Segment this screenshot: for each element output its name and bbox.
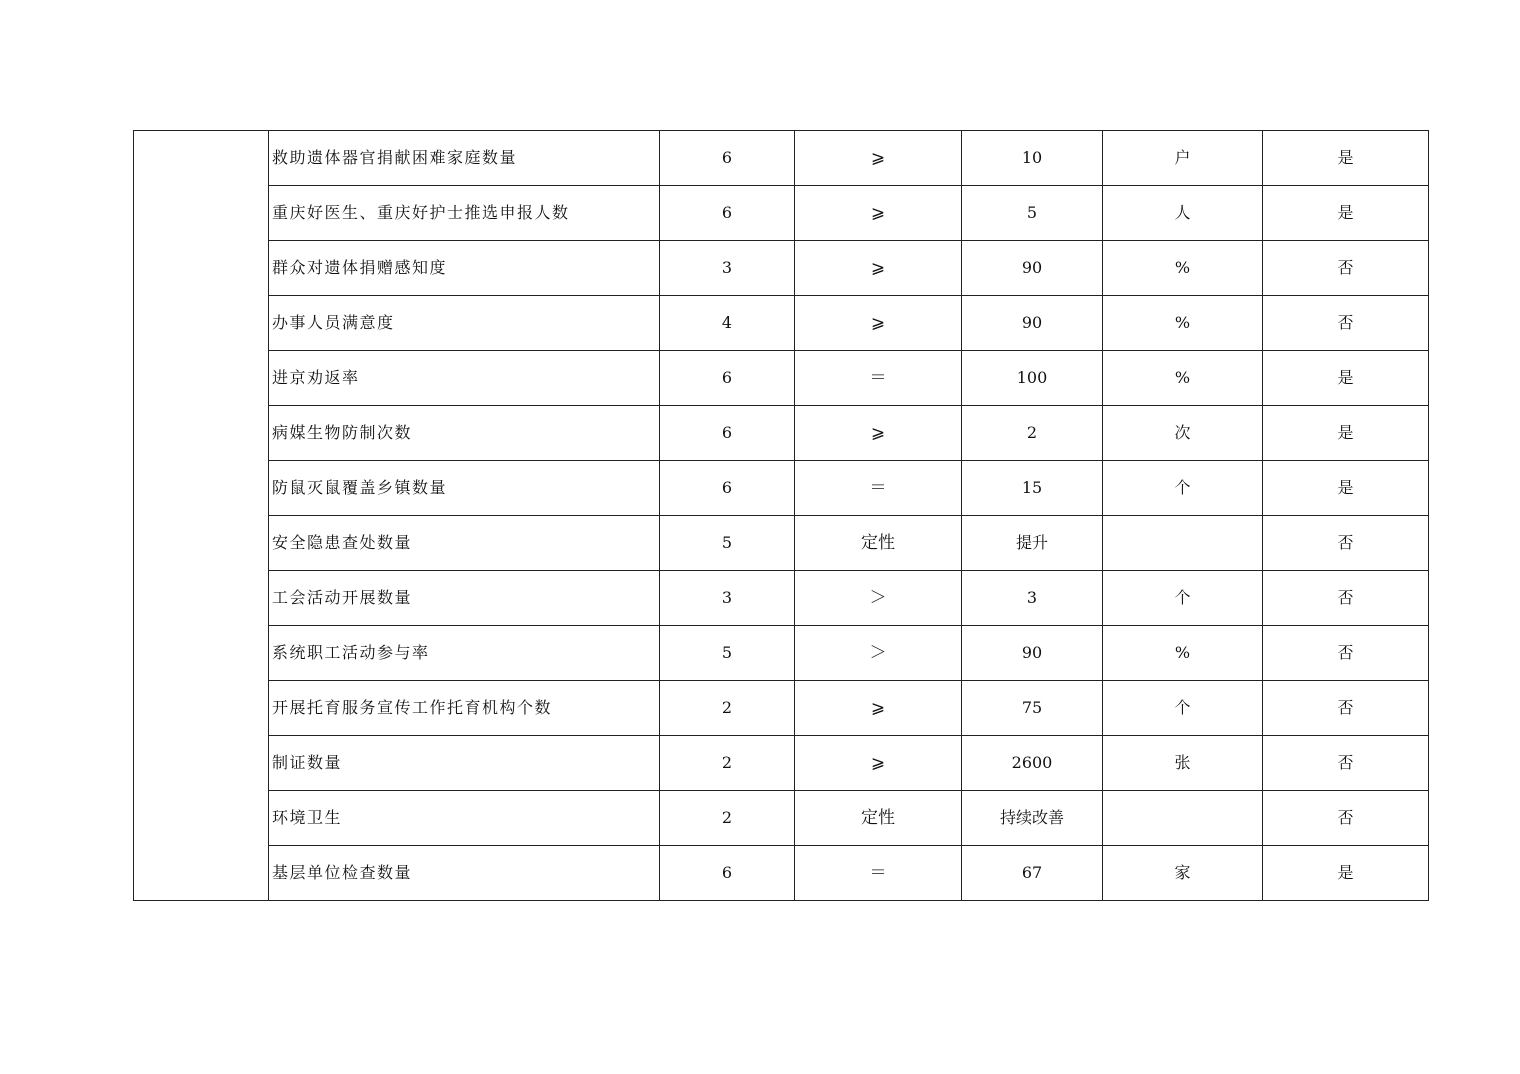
operator-cell: ⩾: [795, 406, 962, 461]
operator-cell: ⩾: [795, 131, 962, 186]
core-indicator-cell: 否: [1263, 296, 1429, 351]
core-indicator-cell: 否: [1263, 736, 1429, 791]
target-value-cell: 3: [962, 571, 1103, 626]
table-row: [134, 681, 1429, 736]
core-indicator-cell: 是: [1263, 461, 1429, 516]
operator-cell: 定性: [795, 791, 962, 846]
target-value-cell: 90: [962, 241, 1103, 296]
weight-cell: 6: [660, 351, 795, 406]
weight-cell: 5: [660, 626, 795, 681]
target-value-cell: 100: [962, 351, 1103, 406]
table-row: [134, 131, 1429, 186]
weight-cell: 6: [660, 186, 795, 241]
table-row: [134, 516, 1429, 571]
operator-cell: ＝: [795, 846, 962, 901]
target-value-cell: 75: [962, 681, 1103, 736]
table-row: [134, 406, 1429, 461]
weight-cell: 6: [660, 846, 795, 901]
target-value-cell: 90: [962, 296, 1103, 351]
operator-cell: ＞: [795, 626, 962, 681]
unit-cell: 张: [1103, 736, 1263, 791]
weight-cell: 6: [660, 406, 795, 461]
core-indicator-cell: 是: [1263, 351, 1429, 406]
table-row: [134, 846, 1429, 901]
operator-cell: ＝: [795, 351, 962, 406]
unit-cell: 人: [1103, 186, 1263, 241]
indicator-name-cell: 系统职工活动参与率: [269, 626, 660, 681]
unit-cell: 个: [1103, 681, 1263, 736]
operator-cell: ⩾: [795, 681, 962, 736]
unit-cell: [1103, 516, 1263, 571]
table-row: [134, 626, 1429, 681]
operator-cell: ＝: [795, 461, 962, 516]
indicator-name-cell: 救助遗体器官捐献困难家庭数量: [269, 131, 660, 186]
weight-cell: 2: [660, 681, 795, 736]
indicator-name-cell: 病媒生物防制次数: [269, 406, 660, 461]
table-row: [134, 571, 1429, 626]
unit-cell: 个: [1103, 461, 1263, 516]
core-indicator-cell: 是: [1263, 186, 1429, 241]
table-row: [134, 351, 1429, 406]
table-row: [134, 296, 1429, 351]
target-value-cell: 15: [962, 461, 1103, 516]
operator-cell: ＞: [795, 571, 962, 626]
operator-cell: ⩾: [795, 186, 962, 241]
table-row: [134, 186, 1429, 241]
target-value-cell: 5: [962, 186, 1103, 241]
weight-cell: 4: [660, 296, 795, 351]
core-indicator-cell: 否: [1263, 571, 1429, 626]
operator-cell: 定性: [795, 516, 962, 571]
indicator-name-cell: 群众对遗体捐赠感知度: [269, 241, 660, 296]
indicator-name-cell: 安全隐患查处数量: [269, 516, 660, 571]
unit-cell: 家: [1103, 846, 1263, 901]
operator-cell: ⩾: [795, 241, 962, 296]
indicator-name-cell: 制证数量: [269, 736, 660, 791]
table-row: [134, 791, 1429, 846]
target-value-cell: 持续改善: [962, 791, 1103, 846]
indicator-name-cell: 进京劝返率: [269, 351, 660, 406]
weight-cell: 2: [660, 791, 795, 846]
unit-cell: [1103, 791, 1263, 846]
target-value-cell: 90: [962, 626, 1103, 681]
table-row: [134, 736, 1429, 791]
unit-cell: 次: [1103, 406, 1263, 461]
target-value-cell: 2600: [962, 736, 1103, 791]
indicator-name-cell: 开展托育服务宣传工作托育机构个数: [269, 681, 660, 736]
target-value-cell: 67: [962, 846, 1103, 901]
operator-cell: ⩾: [795, 296, 962, 351]
indicator-name-cell: 环境卫生: [269, 791, 660, 846]
unit-cell: 个: [1103, 571, 1263, 626]
weight-cell: 6: [660, 131, 795, 186]
indicator-name-cell: 办事人员满意度: [269, 296, 660, 351]
unit-cell: %: [1103, 626, 1263, 681]
table-row: [134, 461, 1429, 516]
unit-cell: %: [1103, 296, 1263, 351]
table-body: [134, 131, 1429, 901]
target-value-cell: 2: [962, 406, 1103, 461]
weight-cell: 3: [660, 571, 795, 626]
core-indicator-cell: 否: [1263, 626, 1429, 681]
target-value-cell: 10: [962, 131, 1103, 186]
unit-cell: %: [1103, 241, 1263, 296]
table-row: [134, 241, 1429, 296]
weight-cell: 3: [660, 241, 795, 296]
weight-cell: 2: [660, 736, 795, 791]
indicator-name-cell: 基层单位检查数量: [269, 846, 660, 901]
indicator-name-cell: 工会活动开展数量: [269, 571, 660, 626]
category-cell: [134, 131, 269, 901]
unit-cell: %: [1103, 351, 1263, 406]
indicator-table: [133, 130, 1429, 901]
core-indicator-cell: 是: [1263, 131, 1429, 186]
core-indicator-cell: 是: [1263, 846, 1429, 901]
target-value-cell: 提升: [962, 516, 1103, 571]
core-indicator-cell: 否: [1263, 791, 1429, 846]
operator-cell: ⩾: [795, 736, 962, 791]
indicator-name-cell: 防鼠灭鼠覆盖乡镇数量: [269, 461, 660, 516]
weight-cell: 6: [660, 461, 795, 516]
core-indicator-cell: 否: [1263, 681, 1429, 736]
core-indicator-cell: 否: [1263, 516, 1429, 571]
weight-cell: 5: [660, 516, 795, 571]
indicator-name-cell: 重庆好医生、重庆好护士推选申报人数: [269, 186, 660, 241]
core-indicator-cell: 否: [1263, 241, 1429, 296]
unit-cell: 户: [1103, 131, 1263, 186]
core-indicator-cell: 是: [1263, 406, 1429, 461]
